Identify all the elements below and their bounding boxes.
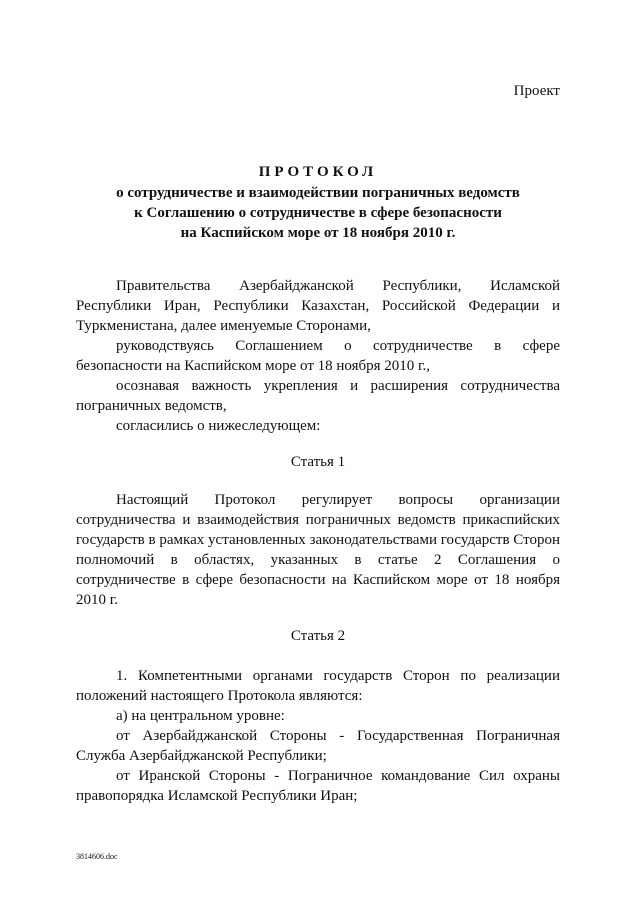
article-1-body <box>76 490 560 610</box>
preamble-paragraph: согласились о нижеследующем: <box>116 418 321 434</box>
article-2-paragraph: 1. Компетентными органами государств Сторон по реализации положений настоящего Протокола являются: <box>76 668 560 704</box>
article-2-paragraph: от Азербайджанской Стороны - Государственная Пограничная Служба Азербайджанской Республики; <box>76 728 560 764</box>
preamble <box>76 276 560 436</box>
project-label: Проект <box>513 83 560 99</box>
article-2-paragraph: а) на центральном уровне: <box>116 708 285 724</box>
title-line: к Соглашению о сотрудничестве в сфере безопасности <box>134 205 502 221</box>
preamble-paragraph: осознавая важность укрепления и расширения сотрудничества пограничных ведомств, <box>76 378 560 414</box>
file-id: 3814606.doc <box>76 852 118 861</box>
title-main: ПРОТОКОЛ <box>258 164 378 180</box>
title-line: о сотрудничестве и взаимодействии пограничных ведомств <box>116 185 520 201</box>
title-line: на Каспийском море от 18 ноября 2010 г. <box>180 225 456 241</box>
article-1-heading: Статья 1 <box>290 454 346 470</box>
article-2-body <box>76 666 560 806</box>
article-2-heading: Статья 2 <box>290 628 346 644</box>
preamble-paragraph: Правительства Азербайджанской Республики, Исламской Республики Иран, Республики Казахстан, Российской Федерации и Туркменистана, далее именуемые Сторонами, <box>76 278 560 334</box>
article-1-paragraph: Настоящий Протокол регулирует вопросы организации сотрудничества и взаимодействия пограничных ведомств прикаспийских государств в рамках установленных законодательствами государств Сторон полномочий в областях, указанных в статье 2 Соглашения о сотрудничестве в сфере безопасности на Каспийском море от 18 ноября 2010 г. <box>76 492 560 608</box>
document-title <box>76 162 560 243</box>
preamble-paragraph: руководствуясь Соглашением о сотрудничестве в сфере безопасности на Каспийском море от 18 ноября 2010 г., <box>76 338 560 374</box>
article-2-paragraph: от Иранской Стороны - Пограничное командование Сил охраны правопорядка Исламской Республики Иран; <box>76 768 560 804</box>
